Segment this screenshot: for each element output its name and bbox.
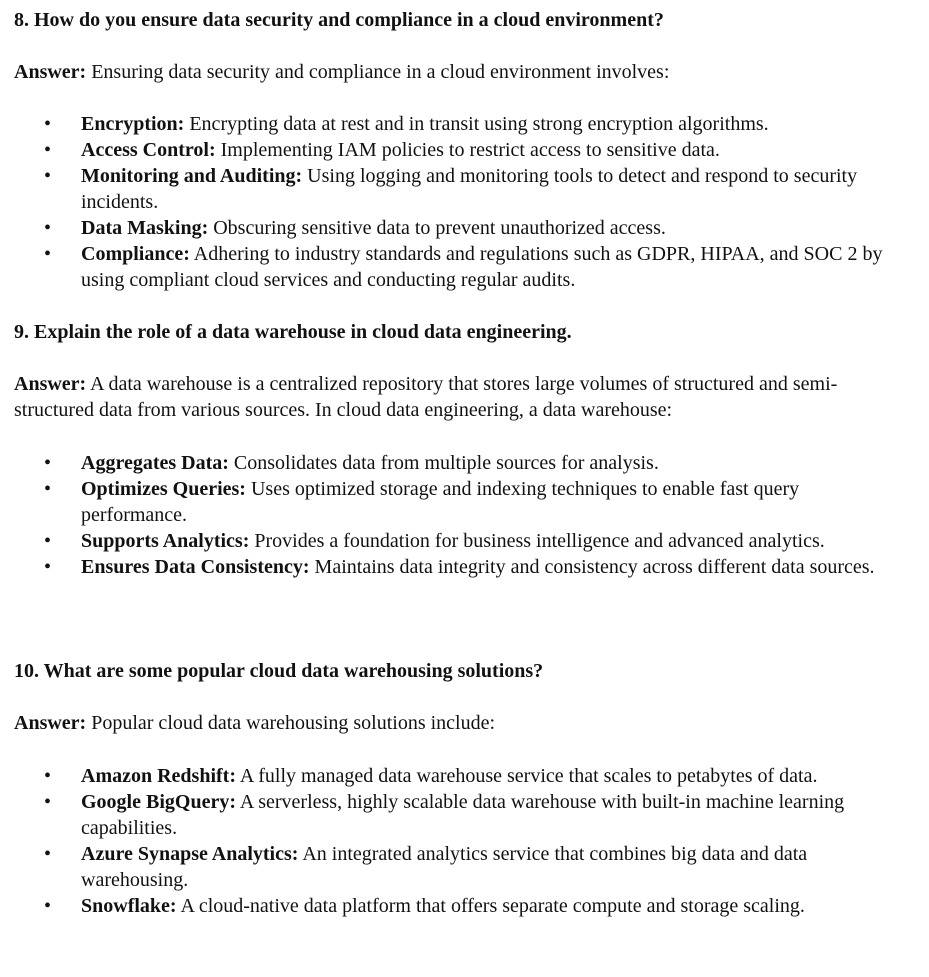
list-item-term: Aggregates Data:: [81, 452, 229, 474]
list-item: [0, 763, 929, 789]
answer-label: Answer:: [14, 373, 87, 395]
list-item: [0, 163, 929, 215]
question-8-answer: [14, 59, 884, 85]
list-item: [0, 528, 929, 554]
list-item-term: Optimizes Queries:: [81, 478, 246, 500]
list-item-term: Amazon Redshift:: [81, 765, 236, 787]
bullet-icon: •: [44, 556, 52, 578]
list-item-term: Azure Synapse Analytics:: [81, 843, 299, 865]
list-item-term: Snowflake:: [81, 895, 177, 917]
list-item-text: Obscuring sensitive data to prevent unauthorized access.: [208, 217, 666, 239]
bullet-icon: •: [44, 791, 52, 813]
list-item-text: A serverless, highly scalable data warehouse with built-in machine learning capabilities.: [81, 791, 845, 839]
list-item: [0, 241, 929, 293]
list-item-text: An integrated analytics service that combines big data and data warehousing.: [81, 843, 808, 891]
question-9-answer: [14, 371, 884, 423]
bullet-icon: •: [44, 843, 52, 865]
question-10-heading: 10. What are some popular cloud data warehousing solutions?: [14, 660, 544, 682]
bullet-icon: •: [44, 243, 52, 265]
bullet-icon: •: [44, 217, 52, 239]
list-item-term: Google BigQuery:: [81, 791, 236, 813]
list-item: [0, 215, 929, 241]
list-item-text: Using logging and monitoring tools to detect and respond to security incidents.: [81, 165, 858, 213]
list-item: [0, 554, 929, 580]
bullet-icon: •: [44, 113, 52, 135]
question-10-list: [0, 763, 929, 919]
bullet-icon: •: [44, 139, 52, 161]
answer-label: Answer:: [14, 61, 87, 83]
list-item-text: Maintains data integrity and consistency across different data sources.: [309, 556, 875, 578]
bullet-icon: •: [44, 165, 52, 187]
question-8-list: [0, 111, 929, 293]
list-item: [0, 111, 929, 137]
list-item-text: Uses optimized storage and indexing techniques to enable fast query performance.: [81, 478, 800, 526]
list-item: [0, 476, 929, 528]
answer-text: Ensuring data security and compliance in a cloud environment involves:: [86, 61, 670, 83]
list-item-term: Access Control:: [81, 139, 216, 161]
bullet-icon: •: [44, 765, 52, 787]
list-item-text: Implementing IAM policies to restrict access to sensitive data.: [215, 139, 720, 161]
list-item: [0, 450, 929, 476]
bullet-icon: •: [44, 452, 52, 474]
list-item-term: Supports Analytics:: [81, 530, 250, 552]
bullet-icon: •: [44, 530, 52, 552]
list-item-text: Adhering to industry standards and regulations such as GDPR, HIPAA, and SOC 2 by using compliant cloud services and conducting regular audits.: [81, 243, 883, 291]
list-item-term: Encryption:: [81, 113, 185, 135]
list-item-text: A fully managed data warehouse service that scales to petabytes of data.: [236, 765, 818, 787]
list-item-term: Data Masking:: [81, 217, 209, 239]
answer-text: A data warehouse is a centralized repository that stores large volumes of structured and semi-structured data from various sources. In cloud data engineering, a data warehouse:: [14, 373, 838, 421]
list-item-term: Monitoring and Auditing:: [81, 165, 303, 187]
list-item: [0, 841, 929, 893]
list-item: [0, 789, 929, 841]
bullet-icon: •: [44, 895, 52, 917]
list-item-text: Encrypting data at rest and in transit using strong encryption algorithms.: [184, 113, 769, 135]
question-9-heading: 9. Explain the role of a data warehouse in cloud data engineering.: [14, 321, 572, 343]
list-item-term: Ensures Data Consistency:: [81, 556, 310, 578]
answer-label: Answer:: [14, 712, 87, 734]
list-item-term: Compliance:: [81, 243, 190, 265]
list-item-text: A cloud-native data platform that offers separate compute and storage scaling.: [176, 895, 805, 917]
list-item: [0, 893, 929, 919]
question-9-list: [0, 450, 929, 580]
question-10-answer: [14, 710, 884, 736]
answer-text: Popular cloud data warehousing solutions include:: [86, 712, 496, 734]
bullet-icon: •: [44, 478, 52, 500]
list-item-text: Consolidates data from multiple sources for analysis.: [228, 452, 659, 474]
list-item-text: Provides a foundation for business intelligence and advanced analytics.: [249, 530, 825, 552]
list-item: [0, 137, 929, 163]
question-8-heading: 8. How do you ensure data security and compliance in a cloud environment?: [14, 9, 664, 31]
